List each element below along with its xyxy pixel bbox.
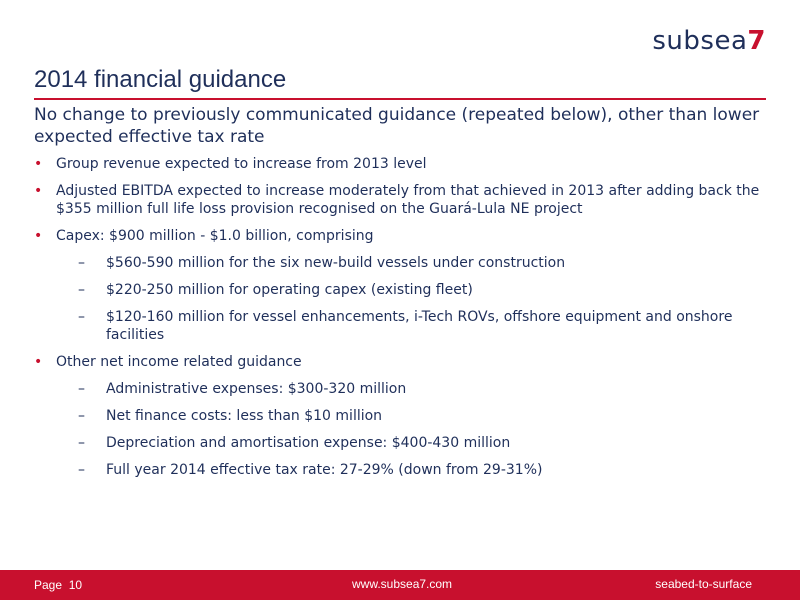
bullet-text: Other net income related guidance bbox=[56, 354, 302, 370]
bullet-text: Group revenue expected to increase from 2013 level bbox=[56, 156, 427, 172]
dash-icon: – bbox=[78, 462, 85, 478]
dash-icon: – bbox=[78, 309, 85, 325]
bullet-item bbox=[34, 227, 764, 245]
sub-item-text: $120-160 million for vessel enhancements, i-Tech ROVs, offshore equipment and onshore facilities bbox=[106, 309, 733, 343]
slide-subtitle: No change to previously communicated guidance (repeated below), other than lower expected effective tax rate bbox=[34, 105, 760, 147]
sub-item bbox=[34, 254, 764, 272]
sub-item-text: Administrative expenses: $300-320 million bbox=[106, 381, 407, 397]
page-indicator bbox=[34, 578, 82, 592]
sub-item bbox=[34, 461, 764, 479]
dash-icon: – bbox=[78, 282, 85, 298]
slide-title: 2014 financial guidance bbox=[34, 66, 287, 93]
bullet-dot-icon: • bbox=[34, 183, 43, 199]
sub-item bbox=[34, 380, 764, 398]
sub-item-text: $560-590 million for the six new-build vessels under construction bbox=[106, 255, 566, 271]
bullet-text: Adjusted EBITDA expected to increase moderately from that achieved in 2013 after adding back the $355 million full life loss provision recognised on the Guará-Lula NE project bbox=[56, 183, 760, 217]
dash-icon: – bbox=[78, 435, 85, 451]
bullet-dot-icon: • bbox=[34, 156, 43, 172]
logo-text: subsea bbox=[652, 26, 748, 56]
sub-item-text: $220-250 million for operating capex (existing fleet) bbox=[106, 282, 473, 298]
sub-item-text: Full year 2014 effective tax rate: 27-29% (down from 29-31%) bbox=[106, 462, 543, 478]
page-number: 10 bbox=[68, 578, 83, 592]
bullet-item bbox=[34, 182, 764, 218]
website-link[interactable]: www.subsea7.com bbox=[352, 577, 453, 591]
sub-item bbox=[34, 407, 764, 425]
bullet-dot-icon: • bbox=[34, 354, 43, 370]
dash-icon: – bbox=[78, 381, 85, 397]
tagline: seabed-to-surface bbox=[655, 577, 752, 591]
sub-item bbox=[34, 308, 764, 344]
dash-icon: – bbox=[78, 255, 85, 271]
bullet-item bbox=[34, 155, 764, 173]
footer-bar bbox=[0, 570, 800, 600]
dash-icon: – bbox=[78, 408, 85, 424]
sub-item bbox=[34, 281, 764, 299]
bullet-item bbox=[34, 353, 764, 371]
sub-item-text: Depreciation and amortisation expense: $400-430 million bbox=[106, 435, 511, 451]
logo-number: 7 bbox=[747, 26, 766, 56]
sub-item bbox=[34, 434, 764, 452]
title-divider bbox=[34, 98, 766, 100]
subsea7-logo bbox=[652, 26, 766, 56]
sub-item-text: Net finance costs: less than $10 million bbox=[106, 408, 383, 424]
bullet-text: Capex: $900 million - $1.0 billion, comprising bbox=[56, 228, 374, 244]
guidance-list bbox=[34, 155, 764, 488]
page-label: Page bbox=[34, 578, 63, 592]
bullet-dot-icon: • bbox=[34, 228, 43, 244]
